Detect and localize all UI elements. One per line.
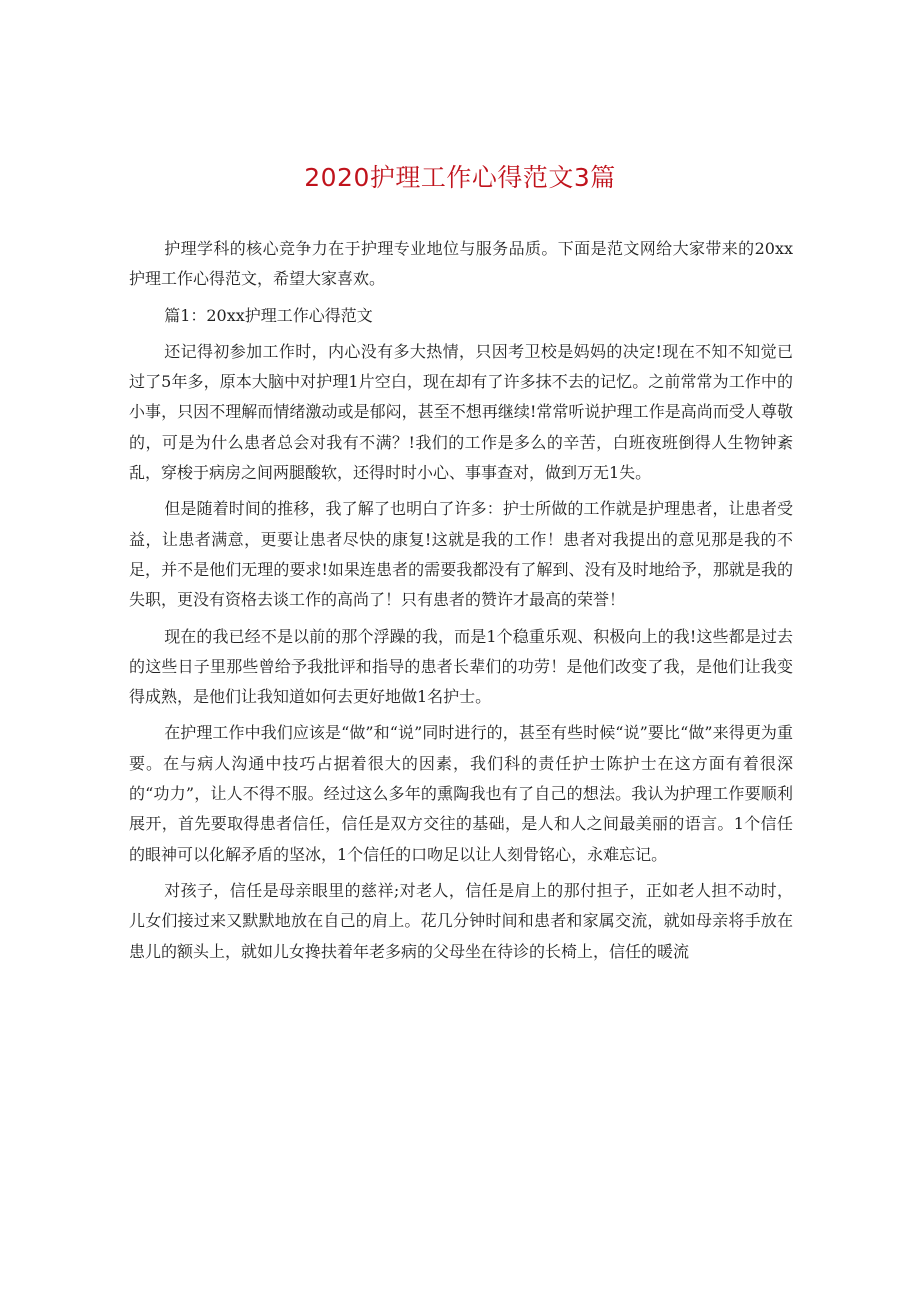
paragraph: 对孩子，信任是母亲眼里的慈祥;对老人，信任是肩上的那付担子，正如老人担不动时，儿女们接过来又默默地放在自己的肩上。花几分钟时间和患者和家属交流，就如母亲将手放在患儿的额头上，就如儿女搀扶着年老多病的父母坐在待诊的长椅上，信任的暖流	[129, 880, 793, 961]
paragraph-intro: 护理学科的核心竞争力在于护理专业地位与服务品质。下面是范文网给大家带来的20xx护理工作心得范文，希望大家喜欢。	[129, 239, 793, 289]
document-title: 2020护理工作心得范文3篇	[304, 163, 616, 192]
paragraph: 但是随着时间的推移，我了解了也明白了许多：护士所做的工作就是护理患者，让患者受益，让患者满意，更要让患者尽快的康复!这就是我的工作！患者对我提出的意见那是我的不足，并不是他们无理的要求!如果连患者的需要我都没有了解到、没有及时地给予，那就是我的失职，更没有资格去谈工作的高尚了！只有患者的赞许才最高的荣誉！	[129, 499, 793, 610]
paragraph: 在护理工作中我们应该是“做”和“说”同时进行的，甚至有些时候“说”要比“做”来得更为重要。在与病人沟通中技巧占据着很大的因素，我们科的责任护士陈护士在这方面有着很深的“功力”，让人不得不服。经过这么多年的熏陶我也有了自己的想法。我认为护理工作要顺利展开，首先要取得患者信任，信任是双方交往的基础，是人和人之间最美丽的语言。1个信任的眼神可以化解矛盾的坚冰，1个信任的口吻足以让人刻骨铭心，永难忘记。	[129, 723, 793, 864]
document-body	[129, 234, 793, 973]
paragraph: 现在的我已经不是以前的那个浮躁的我，而是1个稳重乐观、积极向上的我!这些都是过去的这些日子里那些曾给予我批评和指导的患者长辈们的功劳！是他们改变了我，是他们让我变得成熟，是他们让我知道如何去更好地做1名护士。	[129, 626, 793, 707]
section-heading: 篇1：20xx护理工作心得范文	[164, 305, 373, 325]
paragraph: 还记得初参加工作时，内心没有多大热情，只因考卫校是妈妈的决定!现在不知不知觉已过了5年多，原本大脑中对护理1片空白，现在却有了许多抹不去的记忆。之前常常为工作中的小事，只因不理解而情绪激动或是郁闷，甚至不想再继续!常常听说护理工作是高尚而受人尊敬的，可是为什么患者总会对我有不满？!我们的工作是多么的辛苦，白班夜班倒得人生物钟紊乱，穿梭于病房之间两腿酸软，还得时时小心、事事查对，做到万无1失。	[129, 341, 793, 483]
